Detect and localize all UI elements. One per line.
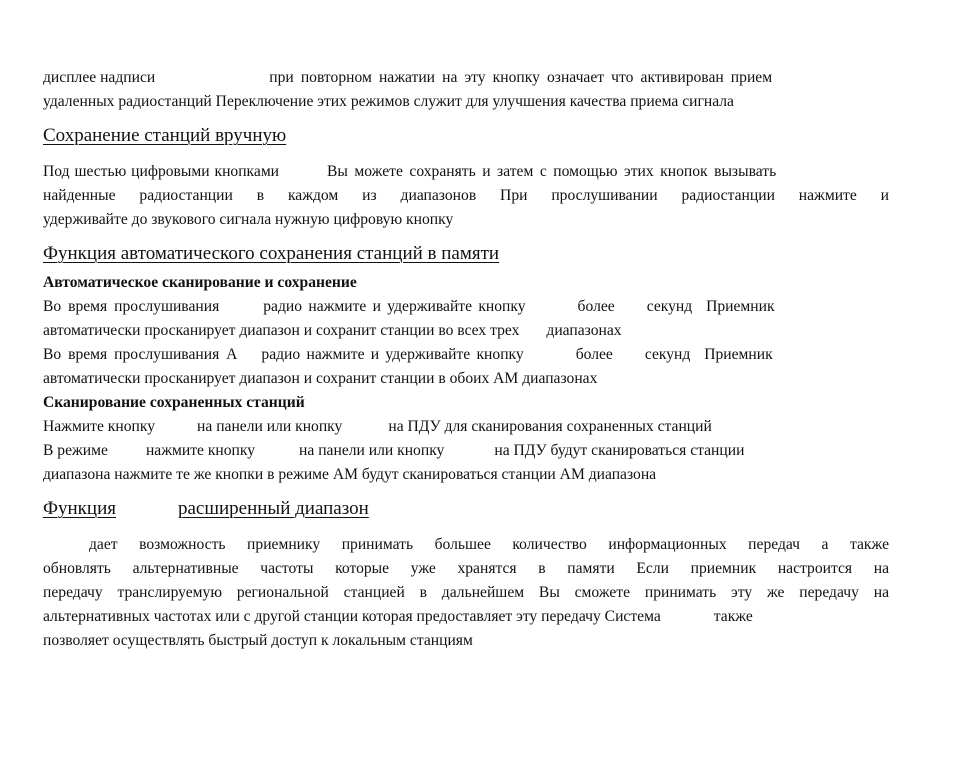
intro-line-2: удаленных радиостанций Переключение этих режимов служит для улучшения качества приема сигнала xyxy=(43,93,734,110)
intro-line-1-start: дисплее надписи xyxy=(43,69,156,86)
document-page xyxy=(43,66,889,653)
scan-saved-p3-line-1-b: на панели или кнопку xyxy=(197,418,343,435)
scan-saved-p4-line-1-b: нажмите кнопку xyxy=(145,442,256,459)
manual-save-paragraph xyxy=(43,160,889,232)
intro-line-1 xyxy=(43,66,889,90)
extended-line-4-a: альтернативных частотах или с другой станции которая предоставляет эту передачу Система xyxy=(43,608,661,625)
manual-save-line-1 xyxy=(43,160,889,184)
extended-range-heading xyxy=(43,496,889,522)
scan-saved-paragraph-2 xyxy=(43,439,889,487)
manual-save-heading: Сохранение станций вручную xyxy=(43,125,287,146)
auto-scan-paragraph-1 xyxy=(43,295,889,343)
scan-saved-p4-line-2: диапазона нажмите те же кнопки в режиме АМ будут сканироваться станции АМ диапазона xyxy=(43,466,657,483)
auto-scan-p1-line-1-a: Во время прослушивания xyxy=(43,298,220,315)
auto-scan-p1-line-1-c: более xyxy=(577,298,615,315)
auto-scan-p1-line-1-d: секунд Приемник xyxy=(646,298,775,315)
auto-scan-subheading: Автоматическое сканирование и сохранение xyxy=(43,274,357,291)
extended-range-paragraph xyxy=(43,533,889,653)
extended-range-heading-end: расширенный диапазон xyxy=(178,498,369,519)
auto-scan-paragraph-2 xyxy=(43,343,889,391)
extended-line-5: позволяет осуществлять быстрый доступ к локальным станциям xyxy=(43,632,473,649)
scan-saved-p3-line-1 xyxy=(43,415,889,439)
scan-saved-p4-line-1-d: на ПДУ будут сканироваться станции xyxy=(494,442,745,459)
extended-range-heading-start: Функция xyxy=(43,498,116,519)
scan-saved-p4-line-1-c: на панели или кнопку xyxy=(299,442,445,459)
auto-save-heading: Функция автоматического сохранения станций в памяти xyxy=(43,243,500,264)
manual-save-line-2: найденные радиостанции в каждом из диапазонов При прослушивании радиостанции нажмите и xyxy=(43,187,889,204)
auto-scan-p2-line-2: автоматически просканирует диапазон и сохранит станции в обоих АМ диапазонах xyxy=(43,370,598,387)
auto-scan-p1-line-1 xyxy=(43,295,889,319)
auto-scan-p2-line-1-d: секунд Приемник xyxy=(644,346,773,363)
extended-line-1-text: дает возможность приемнику принимать большее количество информационных передач а также xyxy=(89,536,889,553)
auto-scan-p1-line-2 xyxy=(43,319,889,343)
extended-line-4 xyxy=(43,605,889,629)
extended-line-3: передачу транслируемую региональной станцией в дальнейшем Вы сможете принимать эту же передачу на xyxy=(43,584,889,601)
extended-line-1 xyxy=(43,533,889,557)
scan-saved-paragraph-1 xyxy=(43,415,889,439)
auto-scan-p1-line-2-a: автоматически просканирует диапазон и сохранит станции во всех трех xyxy=(43,322,520,339)
extended-line-2: обновлять альтернативные частоты которые уже хранятся в памяти Если приемник настроится на xyxy=(43,560,889,577)
auto-scan-p2-line-1-b: радио нажмите и удерживайте кнопку xyxy=(261,346,524,363)
manual-save-line-1-end: Вы можете сохранять и затем с помощью этих кнопок вызывать xyxy=(327,163,777,180)
scan-saved-p3-line-1-a: Нажмите кнопку xyxy=(43,418,156,435)
manual-save-line-3: удерживайте до звукового сигнала нужную цифровую кнопку xyxy=(43,211,454,228)
manual-save-line-1-start: Под шестью цифровыми кнопками xyxy=(43,163,280,180)
extended-line-4-b: также xyxy=(713,608,753,625)
auto-scan-p1-line-1-b: радио нажмите и удерживайте кнопку xyxy=(263,298,526,315)
scan-saved-p4-line-1-a: В режиме xyxy=(43,442,108,459)
intro-paragraph xyxy=(43,66,889,114)
auto-scan-p2-line-1-a: Во время прослушивания А xyxy=(43,346,238,363)
scan-saved-p3-line-1-c: на ПДУ для сканирования сохраненных станций xyxy=(388,418,712,435)
auto-scan-p2-line-1 xyxy=(43,343,889,367)
auto-scan-p1-line-2-b: диапазонах xyxy=(546,322,622,339)
scan-saved-p4-line-1 xyxy=(43,439,889,463)
auto-scan-p2-line-1-c: более xyxy=(575,346,613,363)
intro-line-1-end: при повторном нажатии на эту кнопку означает что активирован прием xyxy=(269,69,773,86)
scan-saved-subheading: Сканирование сохраненных станций xyxy=(43,394,305,411)
